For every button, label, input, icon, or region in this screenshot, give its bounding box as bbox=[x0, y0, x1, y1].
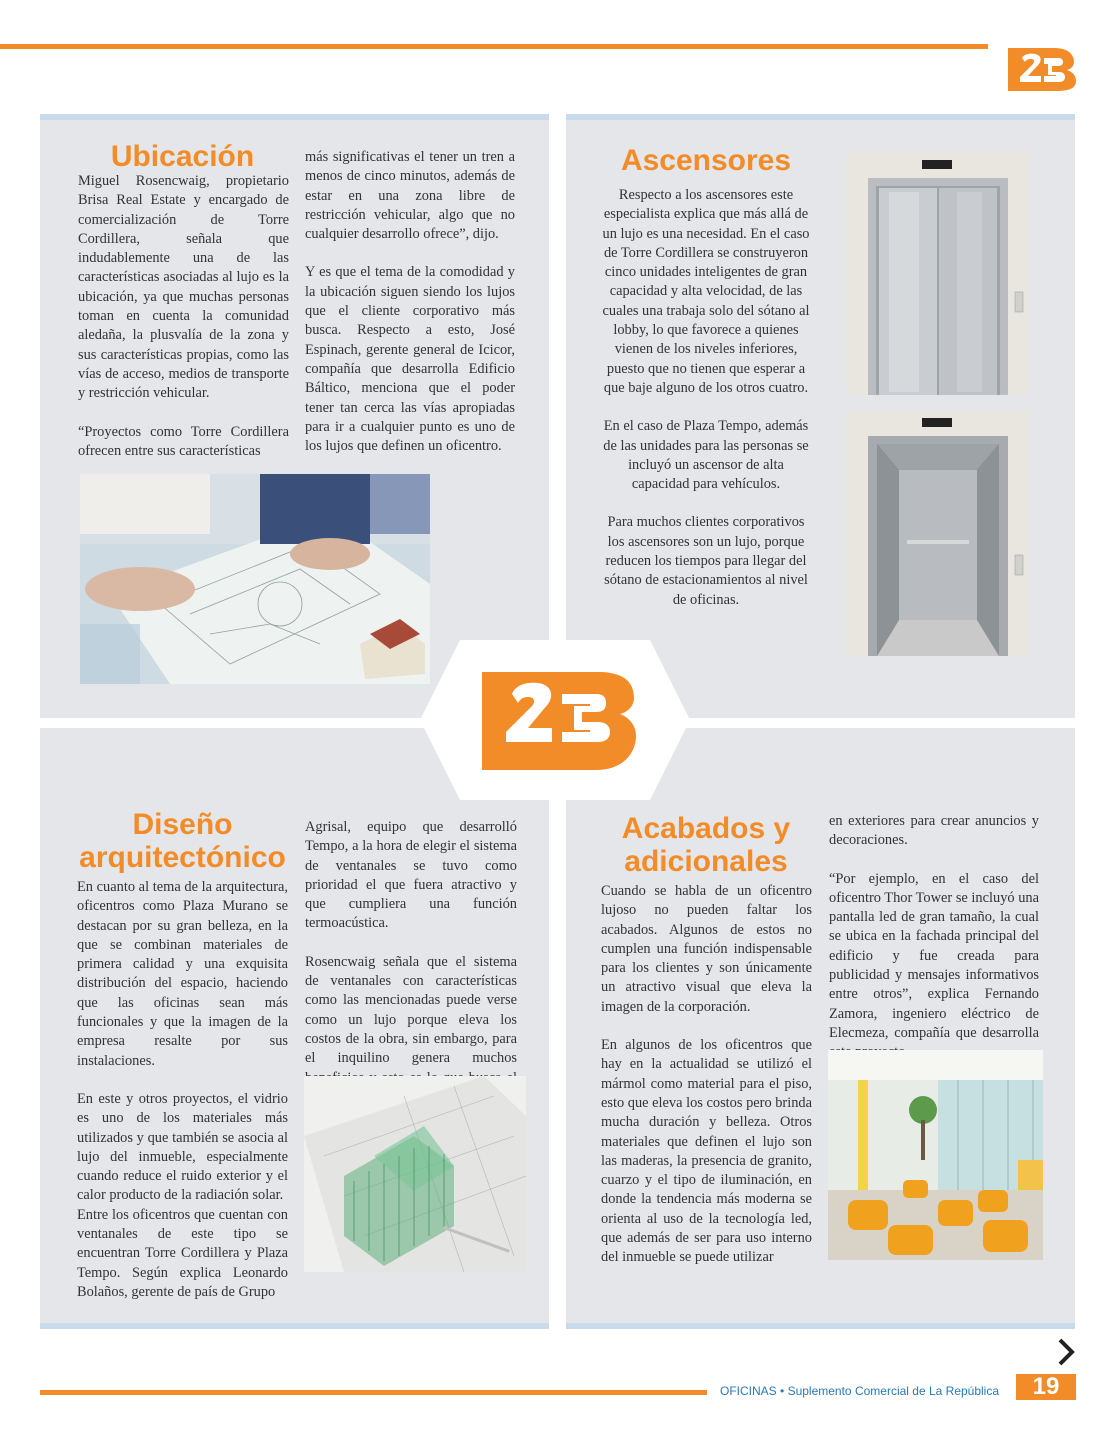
paragraph: En el caso de Plaza Tempo, además de las unidades para las personas se incluyó un ascensor de alta capacidad para vehículos. bbox=[603, 418, 809, 493]
footer-supplement: Suplemento Comercial de La República bbox=[787, 1384, 1000, 1398]
paragraph: En cuanto al tema de la arquitectura, oficentros como Plaza Murano se destacan por su gran belleza, en la que se combinan materiales de primera calidad y una exquisita distribución del espacio, haciendo que las oficinas sean más funcionales y que la imagen de la empresa resalte por sus instalaciones. bbox=[77, 879, 288, 1069]
footer-caption bbox=[720, 1384, 999, 1398]
top-accent-line bbox=[0, 44, 988, 49]
acabados-heading bbox=[605, 812, 807, 878]
ubicacion-col1 bbox=[78, 172, 289, 461]
footer-bullet: • bbox=[780, 1384, 785, 1398]
paragraph: Agrisal, equipo que desarrolló Tempo, a la hora de elegir el sistema de ventanales se tuvo como prioridad el que fuera atractivo y que cumpliera una función termoacústica. bbox=[305, 819, 517, 932]
diseno-heading-line1: Diseño bbox=[132, 808, 233, 841]
ascensores-text bbox=[601, 186, 811, 610]
paragraph: Cuando se habla de un oficentro lujoso no pueden faltar los acabados. Algunos de estos no cumplen una función indispensable para los clientes y son únicamente un atractivo visual que eleva la imagen de la corporación. bbox=[601, 883, 812, 1015]
glass-building-model-photo bbox=[304, 1076, 526, 1272]
diseno-heading bbox=[75, 808, 290, 874]
diseno-col1 bbox=[77, 878, 288, 1302]
paragraph: “Por ejemplo, en el caso del oficentro Thor Tower se incluyó una pantalla led de gran tamaño, la cual se ubica en la fachada principal del edificio y fue creada para publicidad y mensajes informativos entre otros”, explica Fernando Zamora, ingeniero eléctrico de Elecmeza, compañía que desarrolla bbox=[829, 870, 1039, 1041]
paragraph: En este y otros proyectos, el vidrio es uno de los materiales más utilizados y que también se asocia al lujo del inmueble, especialmente cuando reduce el ruido exterior y el calor producto de la radiación solar. bbox=[77, 1090, 288, 1204]
diseno-col2 bbox=[305, 818, 517, 1107]
acabados-col2 bbox=[829, 812, 1039, 1063]
paragraph: En algunos de los oficentros que hay en la actualidad se utilizó el mármol como material para el piso, esto que eleva los costos pero brinda mucha duración y belleza. Otros materiales que definen el lujo son las maderas, la presencia de granito, cuarzo y el tipo de iluminación, en donde la tendencia más moderna se orienta al uso de la tecnología led, que además de ser para uso interno del inmueble se puede utilizar bbox=[601, 1037, 813, 1266]
paragraph: Para muchos clientes corporativos los ascensores son un lujo, porque reducen los tiempos para llegar del sótano de estacionamientos al nivel de oficinas. bbox=[604, 514, 808, 608]
ubicacion-col2 bbox=[305, 148, 515, 456]
paragraph: Entre los oficentros que cuentan con ventanales de este tipo se encuentran Torre Cordillera y Plaza Tempo. Según explica Leonardo Bolaños, gerente de país de Grupo bbox=[77, 1206, 288, 1300]
paragraph: “Proyectos como Torre Cordillera ofrecen entre sus características bbox=[78, 423, 289, 459]
paragraph: más significativas el tener un tren a menos de cinco minutos, además de estar en una zona libre de restricción vehicular, algo que no cualquier desarrollo ofrece”, dijo. bbox=[305, 149, 515, 243]
office-lobby-photo bbox=[828, 1050, 1043, 1260]
page-number: 19 bbox=[1016, 1374, 1076, 1400]
diseno-heading-line2: arquitectónico bbox=[79, 841, 286, 874]
center-logo-badge bbox=[420, 640, 690, 800]
acabados-heading-line1: Acabados y bbox=[621, 812, 791, 845]
paragraph: Respecto a los ascensores este especialista explica que más allá de un lujo es una necesidad. En el caso de Torre Cordillera se construyeron cinco unidades inteligentes de gran capacidad y alta velocidad, de las cuales una trabaja solo del sótano al lobby, lo que favorece a quienes vienen de los niveles inferiores, puesto que no tienen que esperar a que baje alguno de los otros cuatro. bbox=[602, 187, 810, 396]
elevator-open-photo bbox=[847, 410, 1029, 656]
paragraph: en exteriores para crear anuncios y decoraciones. bbox=[829, 813, 1039, 849]
bottom-accent-line bbox=[40, 1390, 707, 1395]
b2b-logo bbox=[1004, 46, 1078, 92]
footer-section: OFICINAS bbox=[720, 1384, 777, 1398]
paragraph: Y es que el tema de la comodidad y la ubicación siguen siendo los lujos que el cliente corporativo más busca. Respecto a esto, José Espinach, gerente general de Icicor, compañía que desarrolla Edificio Báltico, menciona que el poder tener tan cerca las vías apropiadas para ir a cualquier punto es uno de los lujos que definen un oficentro. bbox=[305, 264, 515, 455]
ascensores-heading: Ascensores bbox=[620, 144, 792, 177]
chevron-right-icon[interactable] bbox=[1056, 1338, 1076, 1366]
elevator-closed-photo bbox=[847, 152, 1029, 395]
acabados-col1 bbox=[601, 882, 812, 1268]
paragraph: Miguel Rosencwaig, propietario Brisa Real Estate y encargado de comercialización de Torre Cordillera, señala que indudablemente una de las características asociadas al lujo es la ubicación, ya que muchas personas toman en cuenta la comunidad aledaña, la plusvalía de la zona y sus características propias, como las vías de acceso, medios de transporte y restricción vehicular. bbox=[78, 173, 289, 402]
ubicacion-heading: Ubicación bbox=[110, 140, 255, 173]
paragraph: Rosencwaig señala que el sistema de ventanales con características como las mencionadas puede verse como un lujo porque eleva los costos de la obra, sin embargo, para el inquilino genera muchos bbox=[305, 953, 517, 1067]
meeting-plans-photo bbox=[80, 474, 430, 684]
acabados-heading-line2: adicionales bbox=[624, 845, 788, 878]
